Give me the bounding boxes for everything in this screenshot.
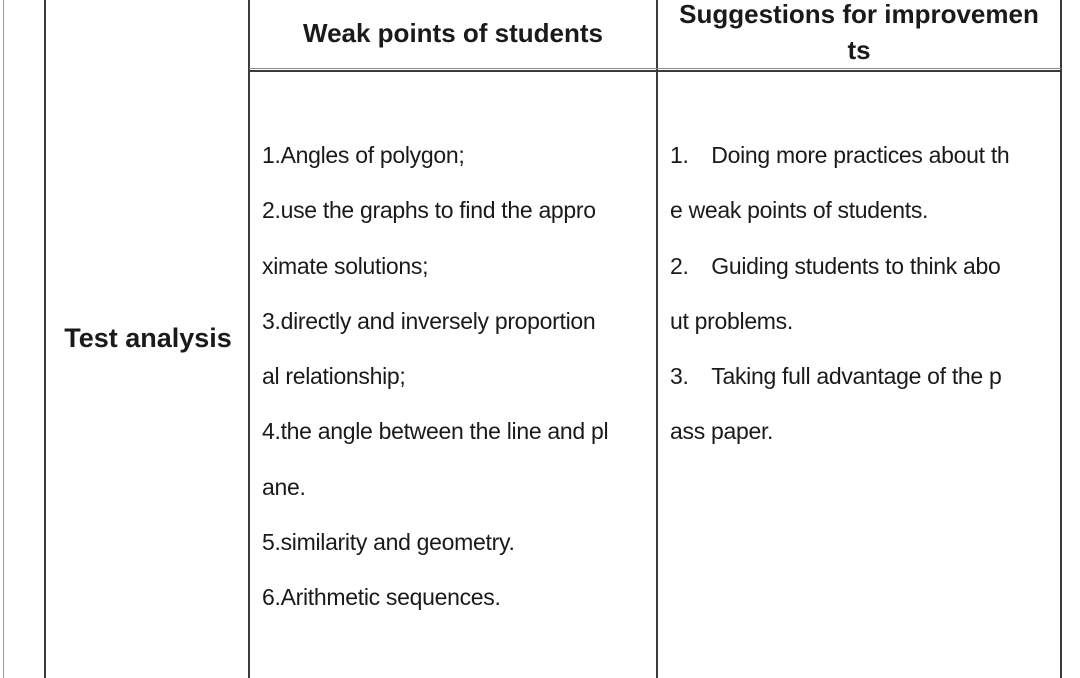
header-weak-points: Weak points of students: [303, 18, 603, 48]
header-suggestions-line-1: Suggestions for improvemen: [679, 0, 1039, 29]
row-label-test-analysis: Test analysis: [64, 323, 232, 353]
header-suggestions: [658, 0, 1060, 68]
table-border-left: [44, 0, 46, 678]
weak-point-line: 4.the angle between the line and pl: [262, 418, 609, 445]
suggestion-line: ut problems.: [670, 307, 793, 334]
suggestions-list: [670, 128, 1009, 460]
weak-point-line: 1.Angles of polygon;: [262, 142, 465, 168]
weak-point-line: ane.: [262, 473, 306, 500]
weak-point-line: 3.directly and inversely proportion: [262, 307, 596, 334]
header-divider-shadow: [249, 68, 1061, 69]
weak-point-line: 2.use the graphs to find the appro: [262, 197, 596, 224]
weak-point-line: 6.Arithmetic sequences.: [262, 584, 501, 611]
suggestion-line: 3. Taking full advantage of the p: [670, 363, 1002, 390]
column-divider-2: [656, 0, 658, 678]
weak-point-line: al relationship;: [262, 363, 406, 390]
suggestion-line: ass paper.: [670, 418, 774, 445]
weak-points-list: [262, 128, 608, 626]
column-divider-1: [248, 0, 250, 678]
suggestion-line: e weak points of students.: [670, 197, 929, 224]
suggestion-line: 1. Doing more practices about th: [670, 142, 1010, 168]
suggestion-line: 2. Guiding students to think abo: [670, 252, 1001, 279]
table-border-left-outer: [3, 0, 4, 678]
weak-point-line: 5.similarity and geometry.: [262, 529, 515, 556]
weak-point-line: ximate solutions;: [262, 252, 429, 279]
table-border-right: [1060, 0, 1062, 678]
header-suggestions-line-2: ts: [847, 35, 871, 65]
header-divider: [249, 70, 1061, 72]
